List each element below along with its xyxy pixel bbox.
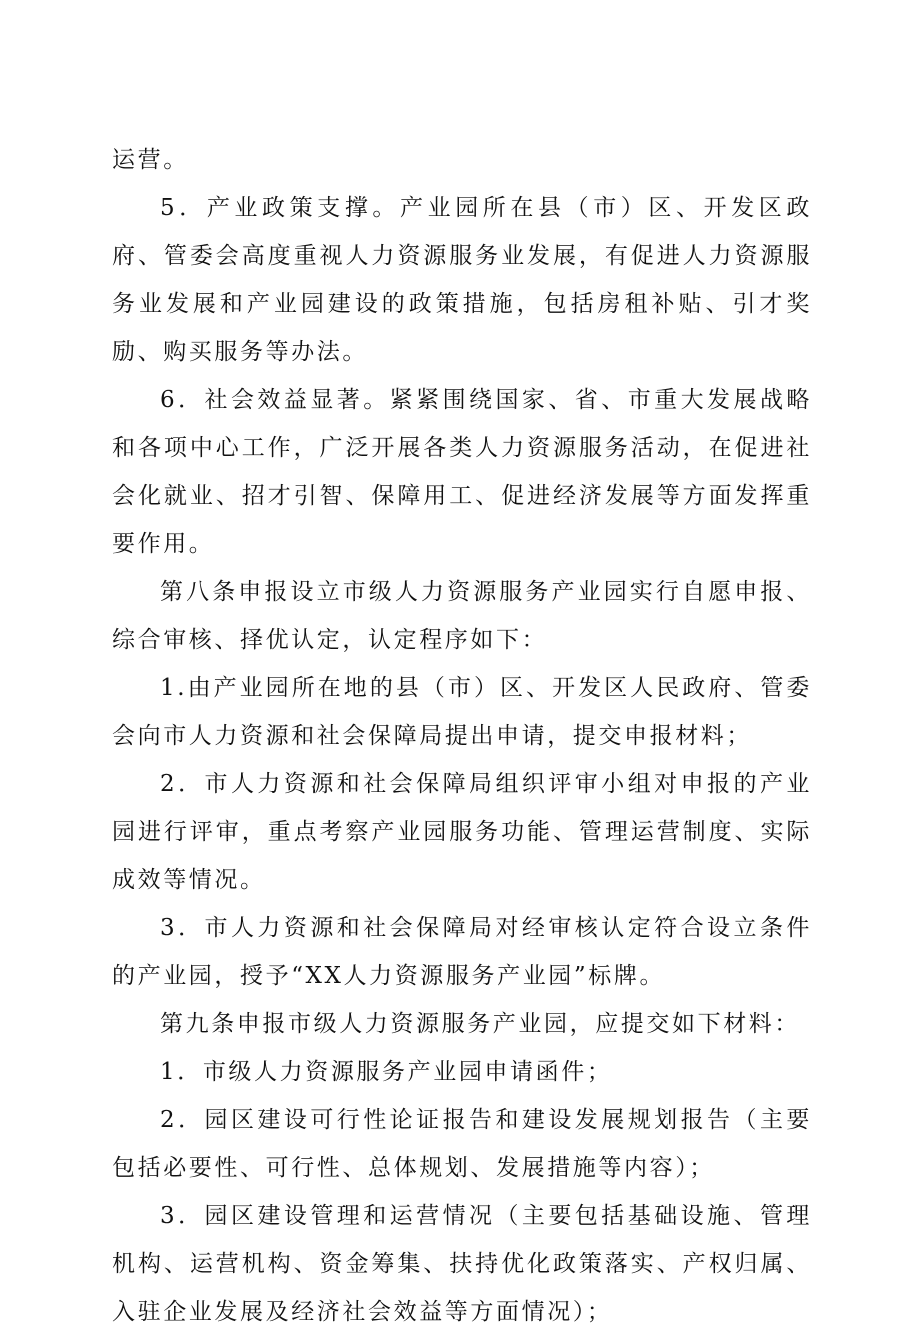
paragraph-article-9-material-3: 3．园区建设管理和运营情况（主要包括基础设施、管理机构、运营机构、资金筹集、扶持优化政策落实、产权归属、入驻企业发展及经济社会效益等方面情况）； [112, 1203, 812, 1325]
paragraph-article-8-step-1: 1.由产业园所在地的县（市）区、开发区人民政府、管委会向市人力资源和社会保障局提出申请，提交申报材料； [112, 675, 812, 749]
paragraph-article-9: 第九条申报市级人力资源服务产业园，应提交如下材料： [160, 1011, 800, 1037]
paragraph-article-8-step-3: 3．市人力资源和社会保障局对经审核认定符合设立条件的产业园，授予“XX人力资源服务产业园”标牌。 [112, 915, 812, 989]
paragraph-article-8: 第八条申报设立市级人力资源服务产业园实行自愿申报、综合审核、择优认定，认定程序如下： [112, 579, 812, 653]
paragraph-item-6-social-benefit: 6．社会效益显著。紧紧围绕国家、省、市重大发展战略和各项中心工作，广泛开展各类人力资源服务活动，在促进社会化就业、招才引智、保障用工、促进经济发展等方面发挥重要作用。 [112, 387, 812, 557]
paragraph-article-8-step-2: 2．市人力资源和社会保障局组织评审小组对申报的产业园进行评审，重点考察产业园服务功能、管理运营制度、实际成效等情况。 [112, 771, 812, 893]
paragraph-continuation: 运营。 [112, 147, 189, 173]
paragraph-article-9-material-2: 2．园区建设可行性论证报告和建设发展规划报告（主要包括必要性、可行性、总体规划、发展措施等内容）； [112, 1107, 812, 1181]
paragraph-article-9-material-1: 1．市级人力资源服务产业园申请函件； [160, 1059, 613, 1085]
document-body [112, 136, 812, 1336]
paragraph-item-5-policy-support: 5．产业政策支撑。产业园所在县（市）区、开发区政府、管委会高度重视人力资源服务业发展，有促进人力资源服务业发展和产业园建设的政策措施，包括房租补贴、引才奖励、购买服务等办法。 [112, 195, 812, 365]
